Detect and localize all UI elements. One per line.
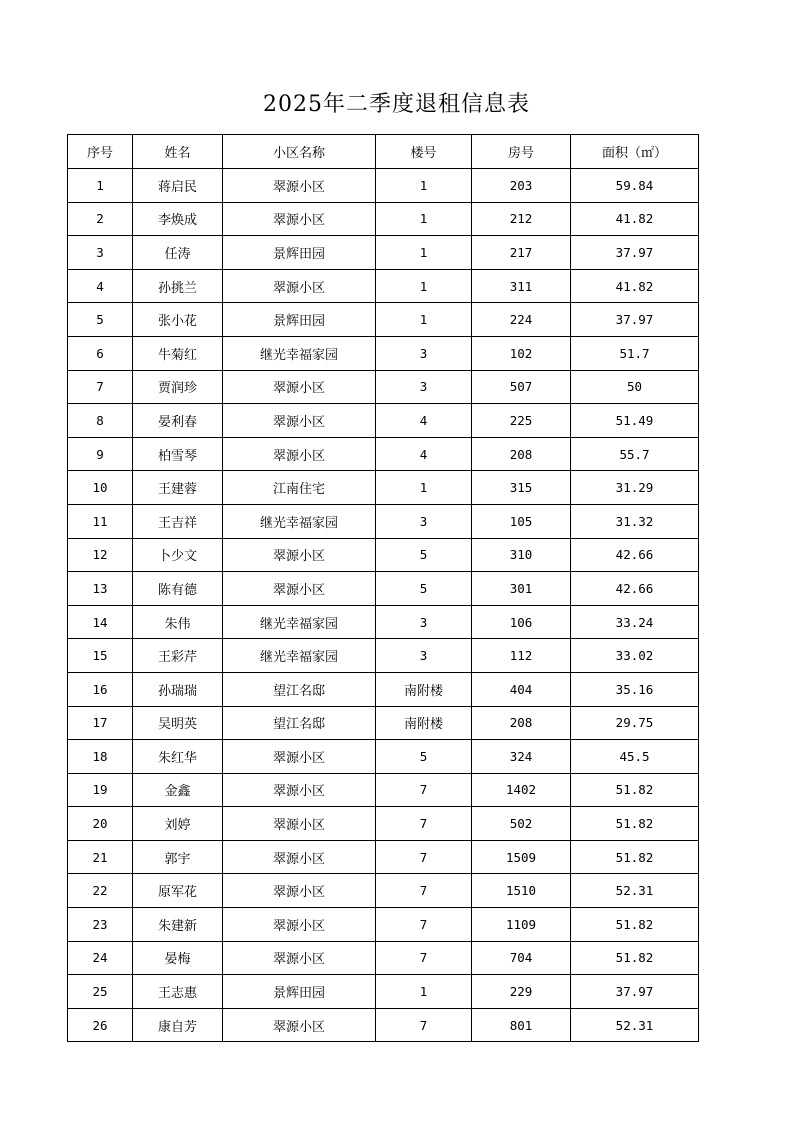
cell-area: 52.31: [571, 1008, 699, 1042]
cell-area: 51.82: [571, 840, 699, 874]
cell-community: 翠源小区: [223, 169, 376, 203]
cell-community: 继光幸福家园: [223, 336, 376, 370]
cell-community: 景辉田园: [223, 236, 376, 270]
cell-building: 3: [376, 370, 472, 404]
cell-room: 224: [472, 303, 571, 337]
table-row: [68, 773, 699, 807]
cell-building: 4: [376, 437, 472, 471]
cell-building: 7: [376, 1008, 472, 1042]
cell-room: 1402: [472, 773, 571, 807]
cell-area: 51.82: [571, 941, 699, 975]
cell-area: 37.97: [571, 975, 699, 1009]
cell-room: 208: [472, 437, 571, 471]
cell-name: 王志惠: [133, 975, 223, 1009]
cell-community: 翠源小区: [223, 874, 376, 908]
cell-area: 31.29: [571, 471, 699, 505]
cell-building: 1: [376, 269, 472, 303]
cell-building: 1: [376, 169, 472, 203]
header-name: 姓名: [133, 135, 223, 169]
cell-name: 任涛: [133, 236, 223, 270]
cell-room: 310: [472, 538, 571, 572]
table-row: [68, 605, 699, 639]
cell-name: 郭宇: [133, 840, 223, 874]
cell-community: 翠源小区: [223, 807, 376, 841]
table-row: [68, 437, 699, 471]
cell-community: 翠源小区: [223, 404, 376, 438]
cell-index: 7: [68, 370, 133, 404]
cell-room: 315: [472, 471, 571, 505]
table-row: [68, 336, 699, 370]
cell-room: 311: [472, 269, 571, 303]
table-row: [68, 941, 699, 975]
cell-area: 51.82: [571, 807, 699, 841]
table-row: [68, 471, 699, 505]
cell-name: 金鑫: [133, 773, 223, 807]
header-area: 面积（㎡）: [571, 135, 699, 169]
cell-building: 7: [376, 874, 472, 908]
cell-index: 19: [68, 773, 133, 807]
cell-area: 51.7: [571, 336, 699, 370]
cell-building: 7: [376, 840, 472, 874]
table-row: [68, 169, 699, 203]
cell-name: 晏利春: [133, 404, 223, 438]
table-header: [68, 135, 699, 169]
cell-building: 3: [376, 639, 472, 673]
cell-community: 江南住宅: [223, 471, 376, 505]
cell-index: 20: [68, 807, 133, 841]
cell-index: 22: [68, 874, 133, 908]
cell-name: 孙瑞瑞: [133, 672, 223, 706]
cell-community: 翠源小区: [223, 1008, 376, 1042]
cell-room: 106: [472, 605, 571, 639]
page-title: 2025年二季度退租信息表: [263, 92, 530, 117]
cell-index: 21: [68, 840, 133, 874]
cell-building: 4: [376, 404, 472, 438]
cell-area: 42.66: [571, 538, 699, 572]
cell-name: 陈有德: [133, 572, 223, 606]
cell-name: 晏梅: [133, 941, 223, 975]
table-row: [68, 538, 699, 572]
cell-index: 17: [68, 706, 133, 740]
cell-community: 景辉田园: [223, 975, 376, 1009]
cell-building: 7: [376, 807, 472, 841]
cell-community: 翠源小区: [223, 370, 376, 404]
cell-room: 229: [472, 975, 571, 1009]
cell-building: 5: [376, 740, 472, 774]
table-row: [68, 370, 699, 404]
cell-room: 301: [472, 572, 571, 606]
table-row: [68, 202, 699, 236]
table-row: [68, 740, 699, 774]
cell-building: 1: [376, 975, 472, 1009]
cell-community: 翠源小区: [223, 538, 376, 572]
table-row: [68, 236, 699, 270]
cell-area: 51.82: [571, 773, 699, 807]
cell-area: 59.84: [571, 169, 699, 203]
cell-building: 7: [376, 908, 472, 942]
cell-room: 105: [472, 504, 571, 538]
cell-index: 1: [68, 169, 133, 203]
cell-building: 7: [376, 941, 472, 975]
header-row: [68, 135, 699, 169]
cell-area: 41.82: [571, 269, 699, 303]
cell-building: 南附楼: [376, 706, 472, 740]
cell-name: 张小花: [133, 303, 223, 337]
tenancy-table: [67, 134, 699, 1042]
cell-community: 翠源小区: [223, 840, 376, 874]
cell-area: 37.97: [571, 303, 699, 337]
cell-room: 1510: [472, 874, 571, 908]
cell-index: 25: [68, 975, 133, 1009]
cell-room: 212: [472, 202, 571, 236]
cell-area: 51.49: [571, 404, 699, 438]
table-row: [68, 504, 699, 538]
cell-index: 15: [68, 639, 133, 673]
cell-index: 13: [68, 572, 133, 606]
table-row: [68, 874, 699, 908]
cell-room: 203: [472, 169, 571, 203]
cell-building: 3: [376, 504, 472, 538]
cell-room: 704: [472, 941, 571, 975]
cell-area: 41.82: [571, 202, 699, 236]
cell-name: 朱红华: [133, 740, 223, 774]
table-row: [68, 639, 699, 673]
cell-index: 8: [68, 404, 133, 438]
cell-building: 3: [376, 336, 472, 370]
cell-area: 55.7: [571, 437, 699, 471]
cell-community: 翠源小区: [223, 941, 376, 975]
cell-index: 2: [68, 202, 133, 236]
cell-area: 51.82: [571, 908, 699, 942]
table-row: [68, 908, 699, 942]
cell-room: 102: [472, 336, 571, 370]
cell-area: 29.75: [571, 706, 699, 740]
cell-name: 柏雪琴: [133, 437, 223, 471]
cell-index: 3: [68, 236, 133, 270]
table-row: [68, 1008, 699, 1042]
cell-name: 朱伟: [133, 605, 223, 639]
cell-building: 1: [376, 303, 472, 337]
cell-community: 望江名邸: [223, 706, 376, 740]
cell-name: 卜少文: [133, 538, 223, 572]
cell-area: 37.97: [571, 236, 699, 270]
table-row: [68, 840, 699, 874]
cell-room: 1109: [472, 908, 571, 942]
cell-community: 望江名邸: [223, 672, 376, 706]
cell-building: 5: [376, 538, 472, 572]
cell-community: 继光幸福家园: [223, 639, 376, 673]
cell-room: 1509: [472, 840, 571, 874]
cell-community: 翠源小区: [223, 908, 376, 942]
cell-building: 3: [376, 605, 472, 639]
cell-community: 翠源小区: [223, 572, 376, 606]
cell-index: 5: [68, 303, 133, 337]
cell-index: 11: [68, 504, 133, 538]
cell-name: 王吉祥: [133, 504, 223, 538]
table-row: [68, 807, 699, 841]
cell-name: 吴明英: [133, 706, 223, 740]
cell-name: 孙挑兰: [133, 269, 223, 303]
cell-community: 翠源小区: [223, 202, 376, 236]
cell-area: 35.16: [571, 672, 699, 706]
cell-name: 蒋启民: [133, 169, 223, 203]
cell-name: 康自芳: [133, 1008, 223, 1042]
cell-name: 原军花: [133, 874, 223, 908]
cell-index: 18: [68, 740, 133, 774]
cell-room: 404: [472, 672, 571, 706]
cell-building: 7: [376, 773, 472, 807]
cell-index: 6: [68, 336, 133, 370]
cell-building: 南附楼: [376, 672, 472, 706]
header-building: 楼号: [376, 135, 472, 169]
cell-community: 翠源小区: [223, 269, 376, 303]
cell-building: 5: [376, 572, 472, 606]
table-row: [68, 672, 699, 706]
cell-area: 33.02: [571, 639, 699, 673]
cell-community: 景辉田园: [223, 303, 376, 337]
table-row: [68, 706, 699, 740]
cell-building: 1: [376, 471, 472, 505]
cell-index: 16: [68, 672, 133, 706]
cell-index: 14: [68, 605, 133, 639]
cell-area: 42.66: [571, 572, 699, 606]
cell-community: 翠源小区: [223, 740, 376, 774]
cell-room: 217: [472, 236, 571, 270]
cell-index: 9: [68, 437, 133, 471]
cell-index: 26: [68, 1008, 133, 1042]
table-row: [68, 404, 699, 438]
cell-community: 继光幸福家园: [223, 605, 376, 639]
cell-building: 1: [376, 202, 472, 236]
cell-room: 112: [472, 639, 571, 673]
cell-area: 52.31: [571, 874, 699, 908]
cell-name: 朱建新: [133, 908, 223, 942]
cell-room: 225: [472, 404, 571, 438]
cell-index: 12: [68, 538, 133, 572]
cell-community: 翠源小区: [223, 437, 376, 471]
header-community: 小区名称: [223, 135, 376, 169]
table-body: [68, 169, 699, 1042]
cell-area: 50: [571, 370, 699, 404]
table-row: [68, 975, 699, 1009]
cell-room: 208: [472, 706, 571, 740]
cell-area: 31.32: [571, 504, 699, 538]
cell-name: 牛菊红: [133, 336, 223, 370]
table-row: [68, 572, 699, 606]
cell-name: 王建蓉: [133, 471, 223, 505]
cell-index: 23: [68, 908, 133, 942]
cell-room: 324: [472, 740, 571, 774]
cell-building: 1: [376, 236, 472, 270]
header-index: 序号: [68, 135, 133, 169]
cell-room: 801: [472, 1008, 571, 1042]
cell-index: 10: [68, 471, 133, 505]
cell-area: 45.5: [571, 740, 699, 774]
cell-index: 24: [68, 941, 133, 975]
cell-name: 李焕成: [133, 202, 223, 236]
cell-community: 翠源小区: [223, 773, 376, 807]
cell-name: 王彩芹: [133, 639, 223, 673]
cell-area: 33.24: [571, 605, 699, 639]
cell-index: 4: [68, 269, 133, 303]
table-row: [68, 269, 699, 303]
cell-community: 继光幸福家园: [223, 504, 376, 538]
table-row: [68, 303, 699, 337]
cell-room: 507: [472, 370, 571, 404]
cell-room: 502: [472, 807, 571, 841]
cell-name: 贾润珍: [133, 370, 223, 404]
cell-name: 刘婷: [133, 807, 223, 841]
header-room: 房号: [472, 135, 571, 169]
